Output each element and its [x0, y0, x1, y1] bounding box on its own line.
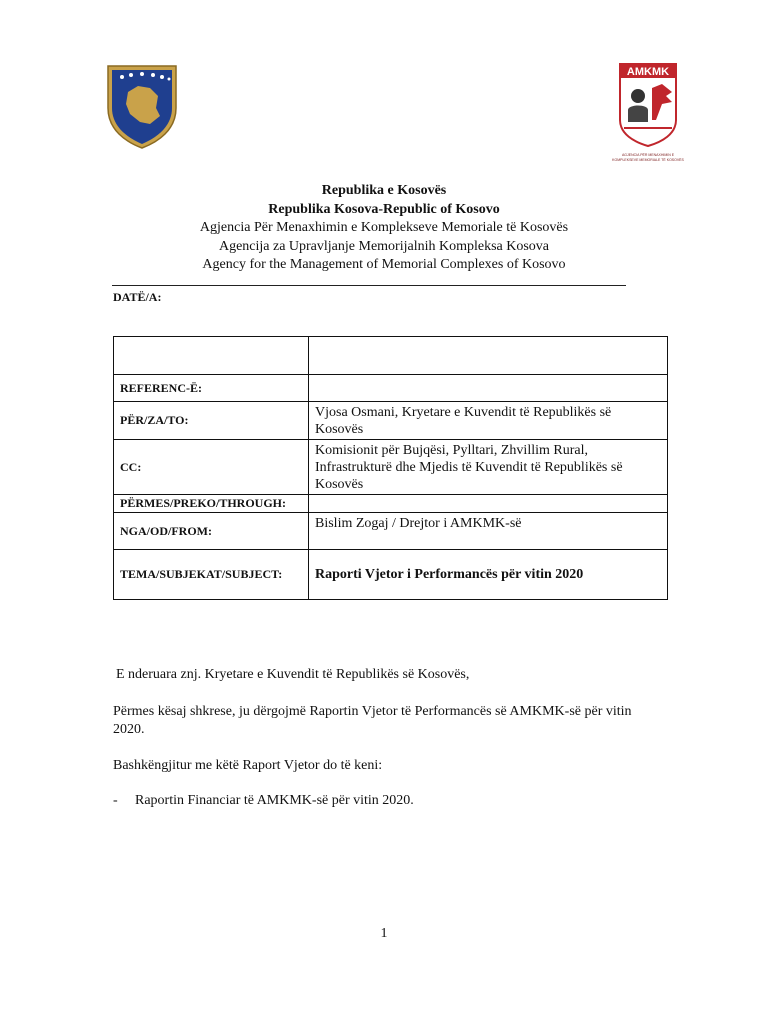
body-paragraph-2: Bashkëngjitur me këtë Raport Vjetor do të keni:	[113, 758, 383, 773]
letterhead	[0, 182, 768, 275]
table-row	[114, 337, 668, 375]
header-line-1: Republika e Kosovës	[321, 183, 447, 198]
header-line-2: Republika Kosova-Republic of Kosovo	[268, 201, 500, 217]
kosovo-coat-of-arms-icon	[106, 64, 178, 150]
date-label: DATË/A:	[113, 290, 162, 304]
table-row	[114, 375, 668, 402]
subject-label: TEMA/SUBJEKAT/SUBJECT:	[114, 550, 309, 600]
amkmk-caption-line: KOMPLEKSEVE MEMORIALE TË KOSOVËS	[612, 158, 684, 162]
from-label: NGA/OD/FROM:	[114, 513, 309, 550]
page-number: 1	[380, 926, 388, 941]
amkmk-emblem	[606, 62, 690, 148]
from-value: Bislim Zogaj / Drejtor i AMKMK-së	[309, 513, 668, 550]
through-value	[309, 495, 668, 513]
subject-value: Raporti Vjetor i Performancës për vitin 2020	[309, 550, 668, 600]
amkmk-caption-line: AGJENCIA PËR MENAXHIMIN E	[621, 153, 675, 157]
table-row	[114, 495, 668, 513]
attachment-list-item	[113, 792, 673, 810]
recipient-value: Vjosa Osmani, Kryetare e Kuvendit të Republikës së Kosovës	[309, 402, 668, 440]
cc-label: CC:	[114, 440, 309, 495]
salutation: E nderuara znj. Kryetare e Kuvendit të Republikës së Kosovës,	[116, 667, 470, 682]
table-row	[114, 513, 668, 550]
header-line-4: Agencija za Upravljanje Memorijalnih Kompleksa Kosova	[218, 238, 550, 254]
recipient-label: PËR/ZA/TO:	[114, 402, 309, 440]
memo-info-table	[113, 336, 668, 600]
through-label: PËRMES/PREKO/THROUGH:	[114, 495, 309, 513]
header-divider	[112, 285, 626, 286]
reference-label: REFERENC-Ë:	[114, 375, 309, 402]
body-paragraph-1: Përmes kësaj shkrese, ju dërgojmë Raportin Vjetor të Performancës së AMKMK-së për vitin 2020.	[113, 704, 632, 737]
table-cell-empty	[114, 337, 309, 375]
reference-value	[309, 375, 668, 402]
amkmk-caption	[606, 153, 690, 163]
amkmk-logo-text: AMKMK	[626, 66, 670, 78]
table-row	[114, 440, 668, 495]
table-row	[114, 402, 668, 440]
table-cell-empty	[309, 337, 668, 375]
table-row	[114, 550, 668, 600]
header-line-3: Agjencia Për Menaxhimin e Komplekseve Memoriale të Kosovës	[199, 220, 569, 235]
cc-value: Komisionit për Bujqësi, Pylltari, Zhvillim Rural, Infrastrukturë dhe Mjedis të Kuvendit të Republikës së Kosovës	[309, 440, 668, 495]
header-line-5: Agency for the Management of Memorial Complexes of Kosovo	[202, 257, 566, 272]
attachment-text: Raportin Financiar të AMKMK-së për vitin 2020.	[135, 793, 414, 808]
list-bullet: -	[113, 793, 118, 808]
amkmk-logo-icon	[606, 62, 690, 162]
